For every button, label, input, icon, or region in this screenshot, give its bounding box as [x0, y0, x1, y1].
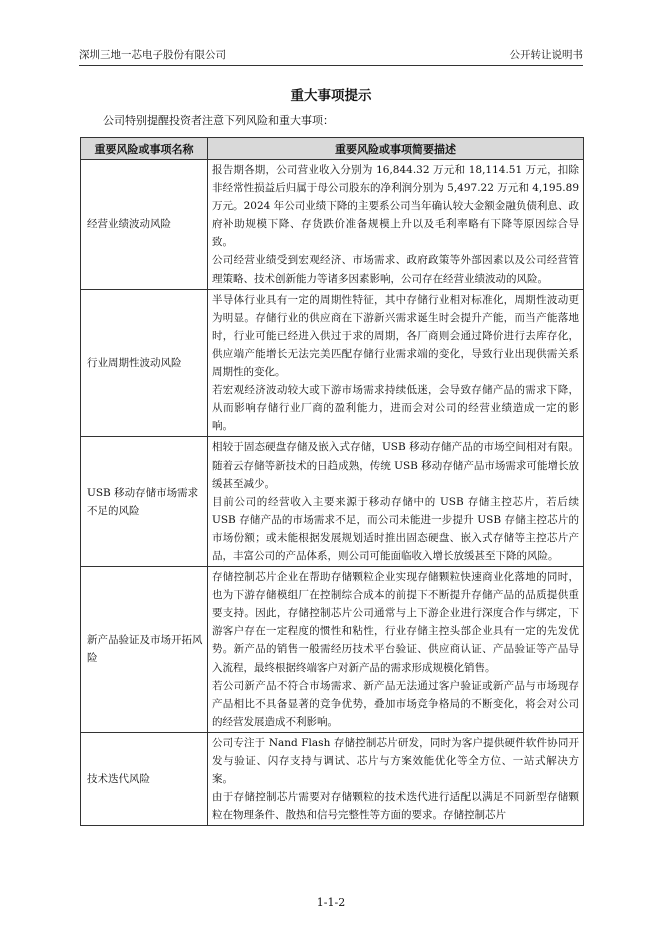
risk-paragraph: 报告期各期，公司营业收入分别为 16,844.32 万元和 18,114.51 万元，扣除非经常性损益后归属于母公司股东的净利润分别为 5,497.22 万元和 4,195.89 万元。2024 年公司业绩下降的主要系公司当年确认较大金额金融负债利息、政府补助规模下降、存货跌价准备规模上升以及毛利率略有下降等原因综合导致。 [212, 164, 579, 249]
column-header-name: 重要风险或事项名称 [81, 138, 208, 160]
section-title: 重大事项提示 [290, 88, 372, 104]
risk-table [80, 137, 584, 826]
table-row [81, 437, 584, 567]
risk-name: 新产品验证及市场开拓风险 [81, 567, 208, 733]
risk-paragraph: 公司专注于 Nand Flash 存储控制芯片研发，同时为客户提供硬件软件协同开发与验证、闪存支持与调试、芯片与方案效能优化等全方位、一站式解决方案。 [212, 736, 579, 786]
table-header-row [81, 138, 584, 160]
risk-description [208, 289, 584, 437]
risk-paragraph: 公司经营业绩受到宏观经济、市场需求、政府政策等外部因素以及公司经营管理策略、技术创新能力等诸多因素影响，公司存在经营业绩波动的风险。 [212, 254, 579, 285]
risk-name: 经营业绩波动风险 [81, 160, 208, 290]
table-row [81, 567, 584, 733]
table-row [81, 732, 584, 825]
risk-description [208, 437, 584, 567]
risk-name: USB 移动存储市场需求不足的风险 [81, 437, 208, 567]
risk-paragraph: 半导体行业具有一定的周期性特征，其中存储行业相对标准化，周期性波动更为明显。存储行业的供应商在下游新兴需求诞生时会提升产能，而当产能落地时，行业可能已经进入供过于求的周期，各厂商则会通过降价进行去库存化，供应端产能增长无法完美匹配存储行业需求端的变化，导致行业出现供需关系周期性的变化。 [212, 293, 579, 379]
risk-paragraph: 存储控制芯片企业在帮助存储颗粒企业实现存储颗粒快速商业化落地的同时，也为下游存储模组厂在控制综合成本的前提下不断提升存储产品的品质提供重要支持。因此，存储控制芯片公司通常与上下游企业进行深度合作与绑定，下游客户存在一定程度的惯性和粘性，行业存储主控头部企业具有一定的先发优势。新产品的销售一般需经历技术平台验证、供应商认证、产品验证等产品导入流程，最终根据终端客户对新产品的需求形成规模化销售。 [212, 571, 579, 674]
page-header [79, 47, 583, 63]
risk-description [208, 732, 584, 825]
header-doc-type: 公开转让说明书 [509, 49, 583, 61]
risk-paragraph: 相较于固态硬盘存储及嵌入式存储，USB 移动存储产品的市场空间相对有限。随着云存储等新技术的日趋成熟，传统 USB 移动存储产品市场需求可能增长放缓甚至减少。 [212, 441, 579, 490]
page-number: 1-1-2 [316, 896, 346, 909]
header-divider [79, 65, 583, 66]
risk-name: 行业周期性波动风险 [81, 289, 208, 437]
table-row [81, 289, 584, 437]
table-row [81, 160, 584, 290]
risk-paragraph: 若宏观经济波动较大或下游市场需求持续低迷，会导致存储产品的需求下降，从而影响存储行业厂商的盈利能力，进而会对公司的经营业绩造成一定的影响。 [212, 384, 579, 433]
risk-paragraph: 由于存储控制芯片需要对存储颗粒的技术迭代进行适配以满足不同新型存储颗粒在物理条件、散热和信号完整性等方面的要求。存储控制芯片 [212, 791, 579, 822]
column-header-description: 重要风险或事项简要描述 [208, 138, 584, 160]
risk-description [208, 160, 584, 290]
risk-name: 技术迭代风险 [81, 732, 208, 825]
risk-paragraph: 目前公司的经营收入主要来源于移动存储中的 USB 存储主控芯片，若后续 USB 存储产品的市场需求不足，而公司未能进一步提升 USB 存储主控芯片的市场份额；或未能根据发展规划适时推出固态硬盘、嵌入式存储等主控芯片产品，丰富公司的产品体系，则公司可能面临收入增长放缓甚至下降的风险。 [212, 495, 579, 562]
intro-text: 公司特别提醒投资者注意下列风险和重大事项： [103, 114, 334, 127]
risk-paragraph: 若公司新产品不符合市场需求、新产品无法通过客户验证或新产品与市场现存产品相比不具备显著的竞争优势，叠加市场竞争格局的不断变化，将会对公司的经营发展造成不利影响。 [212, 679, 579, 728]
risk-description [208, 567, 584, 733]
header-company: 深圳三地一芯电子股份有限公司 [79, 49, 226, 61]
